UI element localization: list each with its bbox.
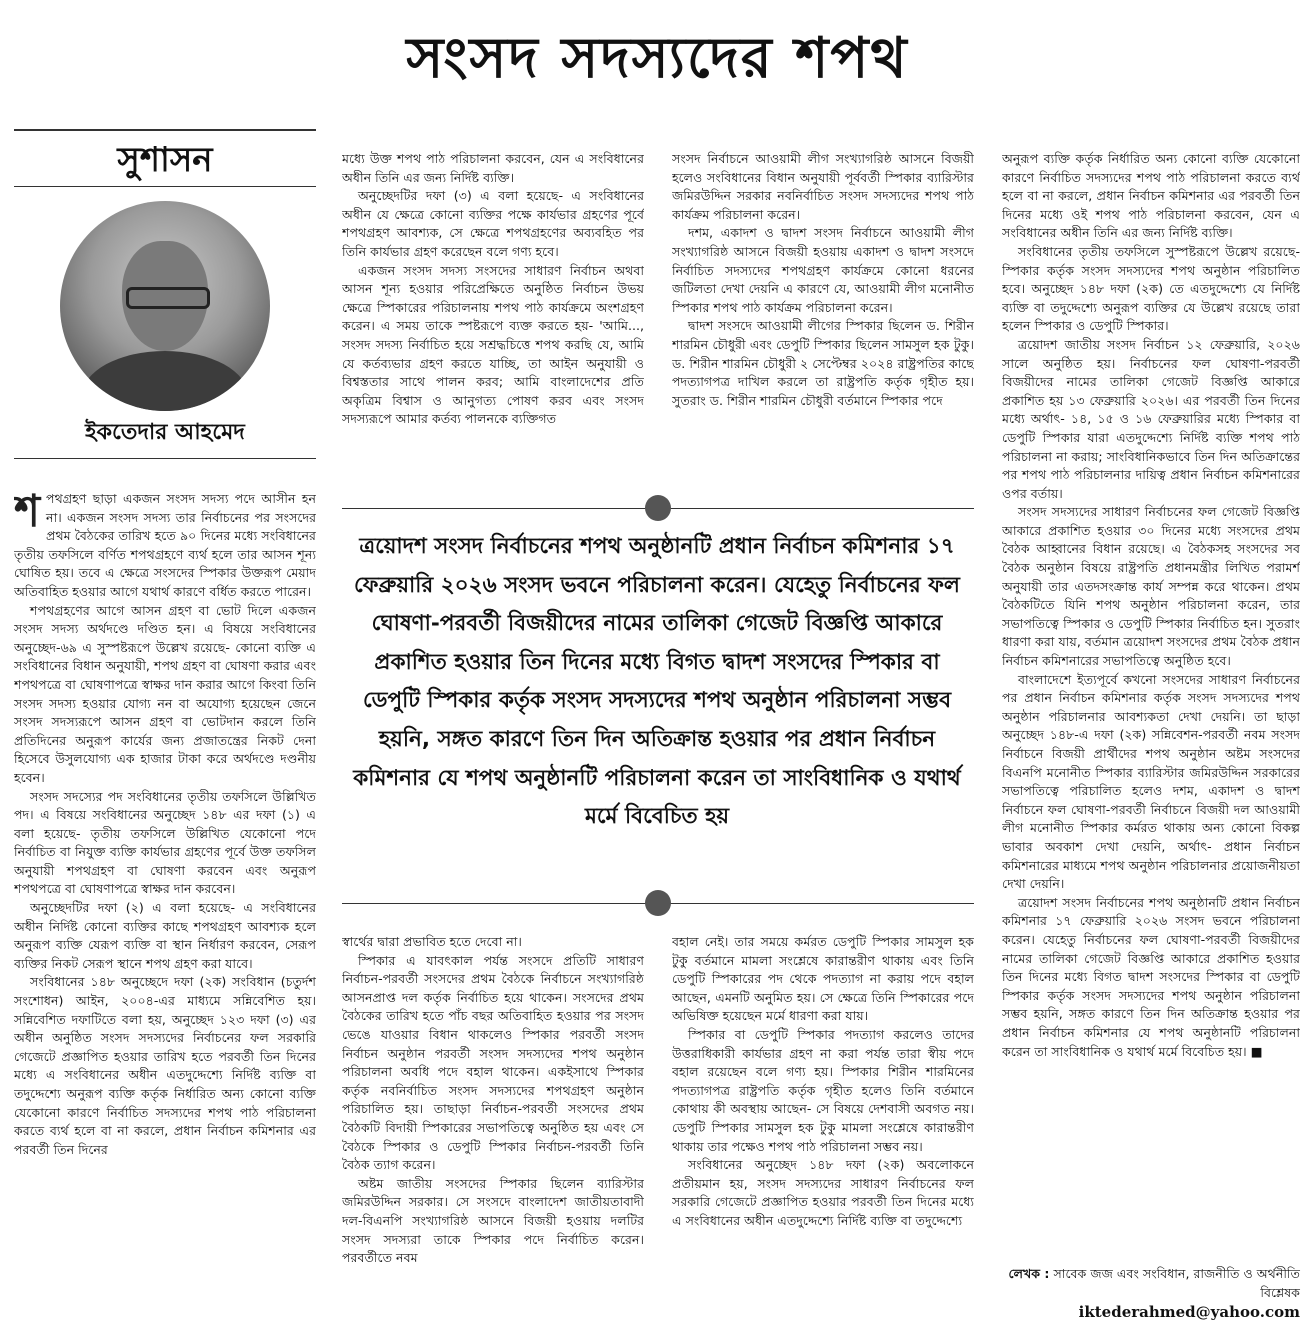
section-title: সুশাসন (117, 140, 213, 180)
left-top-rule (14, 129, 316, 131)
col1-paragraph: সংবিধানের ১৪৮ অনুচ্ছেদে দফা (২ক) সংবিধান (চতুর্দশ সংশোধন) আইন, ২০০৪-এর মাধ্যমে সন্নিবেশিত হয়। সন্নিবেশিত দফাটিতে বলা হয়, অনুচ্ছেদ ১২৩ দফা (৩) এর অধীন অনুষ্ঠিত সংসদ সদস্যদের নির্বাচনের ফল সরকারি গেজেটে প্রজ্ঞাপিত হওয়ার তারিখ হতে পরবর্তী তিন দিনের মধ্যে এ সংবিধানের অধীন এতদুদ্দেশ্যে নির্দিষ্ট ব্যক্তি বা তদুদ্দেশ্যে অনুরূপ ব্যক্তি কর্তৃক নির্ধারিত অন্য কোনো ব্যক্তি যেকোনো কারণে নির্বাচিত সদস্যদের শপথ পাঠ পরিচালনা করতে ব্যর্থ হলে বা না করলে, প্রধান নির্বাচন কমিশনার এর পরবর্তী তিন দিনের (14, 974, 316, 1157)
column-4 (1002, 150, 1300, 1260)
left-author-rule (14, 458, 316, 459)
column-2-bottom (342, 933, 644, 1335)
col1-paragraph: অনুচ্ছেদটির দফা (২) এ বলা হয়েছে- এ সংবিধানের অধীন নির্দিষ্ট কোনো ব্যক্তির কাছে শপথগ্রহণ আবশ্যক হলে অনুরূপ ব্যক্তি যেরূপ ব্যক্তি বা স্থান নির্ধারণ করবেন, সেরূপ ব্যক্তির নিকট সেরূপ স্থানে শপথ গ্রহণ করা যাবে। (14, 900, 316, 971)
col2-paragraph: মধ্যে উক্ত শপথ পাঠ পরিচালনা করবেন, যেন এ সংবিধানের অধীন তিনি এর জন্য নির্দিষ্ট ব্যক্তি। (342, 151, 644, 185)
credit-text: সাবেক জজ এবং সংবিধান, রাজনীতি ও অর্থনীতি বিশ্লেষক (1053, 1266, 1300, 1300)
col4-paragraph: বাংলাদেশে ইত্যপূর্বে কখনো সংসদের সাধারণ নির্বাচনের পর প্রধান নির্বাচন কমিশনার কর্তৃক সংসদ সদস্যদের শপথ অনুষ্ঠান পরিচালনার আবশ্যকতা দেখা দেয়নি। তা ছাড়া অনুচ্ছেদ ১৪৮-এ দফা (২ক) সন্নিবেশন-পরবর্তী নবম সংসদ নির্বাচনে বিজয়ী প্রার্থীদের শপথ অনুষ্ঠান অষ্টম সংসদের বিএনপি মনোনীত স্পিকার ব্যারিস্টার জমিরউদ্দিন সরকারের সভাপতিত্বে পরিচালিত হলেও দশম, একাদশ ও দ্বাদশ নির্বাচনে ফল ঘোষণা-পরবর্তী নির্বাচনে বিজয়ী দল আওয়ামী লীগ মনোনীত স্পিকার কর্মরত থাকায় অন্য কোনো বিকল্প ভাবার অবকাশ দেখা দেয়নি, অর্থাৎ- প্রধান নির্বাচন কমিশনারের মাধ্যমে শপথ অনুষ্ঠান পরিচালনার প্রয়োজনীয়তা দেখা দেয়নি। (1002, 671, 1300, 892)
author-credit (1002, 1265, 1300, 1302)
col3-paragraph: সংসদ নির্বাচনে আওয়ামী লীগ সংখ্যাগরিষ্ঠ আসনে বিজয়ী হলেও সংবিধানের বিধান অনুযায়ী পূর্ববর্তী স্পিকার ব্যারিস্টার জমিরউদ্দিন সরকার নবনির্বাচিত সংসদ সদস্যদের শপথ পাঠ কার্যক্রম পরিচালনা করেন। (672, 151, 974, 222)
col3-paragraph: বহাল নেই। তার সময়ে কর্মরত ডেপুটি স্পিকার সামসুল হক টুকু বর্তমানে মামলা সংশ্লেষে কারান্তরীণ থাকায় এবং তিনি ডেপুটি স্পিকারের পদ থেকে পদত্যাগ না করায় পদে বহাল আছেন, এমনটি অনুমিত হয়। সে ক্ষেত্রে তিনি স্পিকারের পদে অভিষিক্ত হয়েছেন মর্মে ধারণা করা যায়। (672, 934, 974, 1024)
column-3-bottom (672, 933, 974, 1335)
col3-paragraph: সংবিধানের অনুচ্ছেদ ১৪৮ দফা (২ক) অবলোকনে প্রতীয়মান হয়, সংসদ সদস্যদের সাধারণ নির্বাচনের ফল সরকারি গেজেটে প্রজ্ঞাপিত হওয়ার পরবর্তী তিন দিনের মধ্যে এ সংবিধানের অধীন এতদুদ্দেশ্যে নির্দিষ্ট ব্যক্তি বা তদুদ্দেশ্যে (672, 1157, 974, 1228)
col4-paragraph: সংবিধানের তৃতীয় তফসিলে সুস্পষ্টরূপে উল্লেখ রয়েছে- স্পিকার কর্তৃক সংসদ সদস্যদের শপথ অনুষ্ঠান পরিচালিত হবে। অনুচ্ছেদ ১৪৮ দফা (২ক) তে এতদুদ্দেশ্যে যে নির্দিষ্ট ব্যক্তি বা তদুদ্দেশ্যে অনুরূপ ব্যক্তির যে উল্লেখ রয়েছে তারা হলেন স্পিকার ও ডেপুটি স্পিকার। (1002, 243, 1300, 334)
headline: সংসদ সদস্যদের শপথ (406, 25, 909, 91)
col3-paragraph: দশম, একাদশ ও দ্বাদশ সংসদ নির্বাচনে আওয়ামী লীগ সংখ্যাগরিষ্ঠ আসনে বিজয়ী হওয়ায় একাদশ ও দ্বাদশ সংসদে নির্বাচিত সদস্যদের শপথগ্রহণ কার্যক্রমে কোনো ধরনের জটিলতা দেখা দেয়নি এ কারণে যে, আওয়ামী লীগ মনোনীত স্পিকার শপথ পাঠ কার্যক্রম পরিচালনা করেন। (672, 225, 974, 315)
column-1 (14, 490, 316, 1335)
col4-paragraph: ত্রয়োদশ জাতীয় সংসদ নির্বাচন ১২ ফেব্রুয়ারি, ২০২৬ সালে অনুষ্ঠিত হয়। নির্বাচনের ফল ঘোষণা-পরবর্তী বিজয়ীদের নামের তালিকা গেজেট বিজ্ঞপ্তি আকারে প্রকাশিত হয় ১৩ ফেব্রুয়ারি ২০২৬। এর পরবর্তী তিন দিনের মধ্যে অর্থাৎ- ১৪, ১৫ ও ১৬ ফেব্রুয়ারির মধ্যে স্পিকার বা ডেপুটি স্পিকার যারা এতদুদ্দেশ্যে নির্দিষ্ট ব্যক্তি শপথ পাঠ পরিচালনা না করায়; সাংবিধানিকভাবে তিন দিন অতিক্রান্তের পর শপথ পাঠ পরিচালনার দায়িত্ব প্রধান নির্বাচন কমিশনারের ওপর বর্তায়। (1002, 336, 1300, 501)
col1-paragraph: শপথগ্রহণের আগে আসন গ্রহণ বা ভোট দিলে একজন সংসদ সদস্য অর্থদণ্ডে দণ্ডিত হন। এ বিষয়ে সংবিধানের অনুচ্ছেদ-৬৯ এ সুস্পষ্টরূপে উল্লেখ রয়েছে- কোনো ব্যক্তি এ সংবিধানের বিধান অনুযায়ী, শপথ গ্রহণ বা ঘোষণা করার এবং শপথপত্রে বা ঘোষণাপত্রে স্বাক্ষর দান করার আগে কিংবা তিনি সংসদ সদস্য হওয়ার যোগ্য নন বা অযোগ্য হয়েছেন জেনে সংসদ সদস্যরূপে আসন গ্রহণ বা ভোটদান করলে তিনি প্রতিদিনের অনুরূপ কার্যের জন্য প্রজাতন্ত্রের নিকট দেনা হিসেবে উসুলযোগ্য এক হাজার টাকা করে অর্থদণ্ডে দণ্ডনীয় হবেন। (14, 602, 316, 785)
author-email[interactable]: iktederahmed@yahoo.com (1078, 1303, 1300, 1321)
dropcap: শ (14, 490, 41, 537)
left-section-rule (14, 186, 316, 187)
col2-paragraph: অষ্টম জাতীয় সংসদের স্পিকার ছিলেন ব্যারিস্টার জমিরউদ্দিন সরকার। সে সংসদে বাংলাদেশ জাতীয়তাবাদী দল-বিএনপি সংখ্যাগরিষ্ঠ আসনে বিজয়ী হওয়ায় দলটির সংসদ সদস্যরা তাকে স্পিকার পদে নির্বাচিত করেন। পরবর্তীতে নবম (342, 1175, 644, 1266)
column-3-top (672, 150, 974, 475)
col2-paragraph: স্বার্থের দ্বারা প্রভাবিত হতে দেবো না। (342, 934, 522, 949)
author-photo (60, 201, 270, 411)
column-2-top (342, 150, 644, 475)
pullquote-top-dot (645, 495, 671, 521)
col2-paragraph: স্পিকার এ যাবৎকাল পর্যন্ত সংসদে প্রতিটি সাধারণ নির্বাচন-পরবর্তী সংসদের প্রথম বৈঠকে নির্বাচনে সংখ্যাগরিষ্ঠ আসনপ্রাপ্ত দল কর্তৃক নির্বাচিত হয়ে থাকেন। সংসদের প্রথম বৈঠকের তারিখ হতে পাঁচ বছর অতিবাহিত হওয়ার পর সংসদ ভেঙে যাওয়ার বিধান থাকলেও স্পিকার পরবর্তী সংসদ নির্বাচন অনুষ্ঠান পরবর্তী সংসদ সদস্যদের শপথ অনুষ্ঠান পরিচালনা অবধি পদে বহাল থাকেন। একইসাথে স্পিকার কর্তৃক নবনির্বাচিত সংসদ সদস্যদের শপথগ্রহণ অনুষ্ঠান পরিচালিত হয়। তাছাড়া নির্বাচন-পরবর্তী সংসদের প্রথম বৈঠকটি বিদায়ী স্পিকারের সভাপতিত্বে অনুষ্ঠিত হয় এবং সে বৈঠকে স্পিকার ও ডেপুটি স্পিকার নির্বাচন-পরবর্তী তিনি বৈঠক ত্যাগ করেন। (342, 952, 644, 1173)
col4-paragraph: অনুরূপ ব্যক্তি কর্তৃক নির্ধারিত অন্য কোনো ব্যক্তি যেকোনো কারণে নির্বাচিত সদস্যদের শপথ পাঠ পরিচালনা করতে ব্যর্থ হলে বা না করলে, প্রধান নির্বাচন কমিশনার এর পরবর্তী তিন দিনের মধ্যে ওই শপথ পাঠ পরিচালনা করবেন, যেন এ সংবিধানের অধীন তিনি এর জন্য নির্দিষ্ট ব্যক্তি। (1002, 151, 1300, 241)
col1-paragraph: শপথগ্রহণ ছাড়া একজন সংসদ সদস্য পদে আসীন হন না। একজন সংসদ সদস্য তার নির্বাচনের পর সংসদের প্রথম বৈঠকের তারিখ হতে ৯০ দিনের মধ্যে সংবিধানের তৃতীয় তফসিলে বর্ণিত শপথগ্রহণে ব্যর্থ হলে তার আসন শূন্য ঘোষিত হয়। তবে এ ক্ষেত্রে সংসদের স্পিকার উক্তরূপ মেয়াদ অতিবাহিত হওয়ার আগে যথার্থ কারণে বর্ধিত করতে পারেন। (14, 490, 316, 599)
col3-paragraph: দ্বাদশ সংসদে আওয়ামী লীগের স্পিকার ছিলেন ড. শিরীন শারমিন চৌধুরী এবং ডেপুটি স্পিকার ছিলেন সামসুল হক টুকু। ড. শিরীন শারমিন চৌধুরী ২ সেপ্টেম্বর ২০২৪ রাষ্ট্রপতির কাছে পদত্যাগপত্র দাখিল করলে তা রাষ্ট্রপতি কর্তৃক গৃহীত হয়। সুতরাং ড. শিরীন শারমিন চৌধুরী বর্তমানে স্পিকার পদে (672, 318, 974, 408)
col3-paragraph: স্পিকার বা ডেপুটি স্পিকার পদত্যাগ করলেও তাদের উত্তরাধিকারী কার্যভার গ্রহণ না করা পর্যন্ত তারা স্বীয় পদে বহাল রয়েছেন বলে গণ্য হয়। স্পিকার শিরীন শারমিনের পদত্যাগপত্র রাষ্ট্রপতি কর্তৃক গৃহীত হলেও তিনি বর্তমানে কোথায় কী অবস্থায় আছেন- সে বিষয়ে দেশবাসী অবগত নয়। ডেপুটি স্পিকার সামসুল হক টুকু মামলা সংশ্লেষে কারান্তরীণ থাকায় তার পক্ষেও শপথ পাঠ পরিচালনা সম্ভব নয়। (672, 1026, 974, 1154)
col1-paragraph: সংসদ সদস্যের পদ সংবিধানের তৃতীয় তফসিলে উল্লিখিত পদ। এ বিষয়ে সংবিধানের অনুচ্ছেদ ১৪৮ এর দফা (১) এ বলা হয়েছে- তৃতীয় তফসিলে উল্লিখিত যেকোনো পদে নির্বাচিত বা নিযুক্ত ব্যক্তি কার্যভার গ্রহণের পূর্বে উক্ত তফসিল অনুযায়ী শপথগ্রহণ বা ঘোষণা করবেন এবং অনুরূপ শপথপত্রে বা ঘোষণাপত্রে স্বাক্ষর দান করবেন। (14, 788, 316, 897)
pullquote: ত্রয়োদশ সংসদ নির্বাচনের শপথ অনুষ্ঠানটি প্রধান নির্বাচন কমিশনার ১৭ ফেব্রুয়ারি ২০২৬ সংসদ ভবনে পরিচালনা করেন। যেহেতু নির্বাচনের ফল ঘোষণা-পরবর্তী বিজয়ীদের নামের তালিকা গেজেট বিজ্ঞপ্তি আকারে প্রকাশিত হওয়ার তিন দিনের মধ্যে বিগত দ্বাদশ সংসদের স্পিকার বা ডেপুটি স্পিকার কর্তৃক সংসদ সদস্যদের শপথ অনুষ্ঠান পরিচালনা সম্ভব হয়নি, সঙ্গত কারণে তিন দিন অতিক্রান্ত হওয়ার পর প্রধান নির্বাচন কমিশনার যে শপথ অনুষ্ঠানটি পরিচালনা করেন তা সাংবিধানিক ও যথার্থ মর্মে বিবেচিত হয় (353, 534, 961, 830)
author-name: ইকতেদার আহমেদ (85, 419, 245, 445)
col4-paragraph: সংসদ সদস্যদের সাধারণ নির্বাচনের ফল গেজেট বিজ্ঞপ্তি আকারে প্রকাশিত হওয়ার ৩০ দিনের মধ্যে সংসদের প্রথম বৈঠক আহ্বানের বিধান রয়েছে। এ বৈঠকসহ সংসদের সব বৈঠক অনুষ্ঠান বিষয়ে রাষ্ট্রপতি প্রধানমন্ত্রীর লিখিত পরামর্শ অনুযায়ী তার এতদসংক্রান্ত কার্য সম্পন্ন করে থাকেন। প্রথম বৈঠকটিতে যিনি শপথ অনুষ্ঠান পরিচালনা করেন, তার সভাপতিত্বে স্পিকার ও ডেপুটি স্পিকার নির্বাচিত হন। সুতরাং ধারণা করা যায়, বর্তমান ত্রয়োদশ সংসদের প্রথম বৈঠক প্রধান নির্বাচন কমিশনারের সভাপতিত্বে অনুষ্ঠিত হবে। (1002, 504, 1300, 669)
col4-paragraph: ত্রয়োদশ সংসদ নির্বাচনের শপথ অনুষ্ঠানটি প্রধান নির্বাচন কমিশনার ১৭ ফেব্রুয়ারি ২০২৬ সংসদ ভবনে পরিচালনা করেন। যেহেতু নির্বাচনের ফল ঘোষণা-পরবর্তী বিজয়ীদের নামের তালিকা গেজেট বিজ্ঞপ্তি আকারে প্রকাশিত হওয়ার তিন দিনের মধ্যে বিগত দ্বাদশ সংসদের স্পিকার বা ডেপুটি স্পিকার কর্তৃক সংসদ সদস্যদের শপথ অনুষ্ঠান পরিচালনা সম্ভব হয়নি, সঙ্গত কারণে তিন দিন অতিক্রান্ত হওয়ার পর প্রধান নির্বাচন কমিশনার যে শপথ অনুষ্ঠানটি পরিচালনা করেন তা সাংবিধানিক ও যথার্থ মর্মে বিবেচিত হয়। ■ (1002, 894, 1300, 1059)
col2-paragraph: একজন সংসদ সদস্য সংসদের সাধারণ নির্বাচন অথবা আসন শূন্য হওয়ার পরিপ্রেক্ষিতে অনুষ্ঠিত নির্বাচন উভয় ক্ষেত্রে স্পিকারের পরিচালনায় শপথ পাঠ কার্যক্রমে অংশগ্রহণ করেন। এ সময় তাকে স্পষ্টরূপে ব্যক্ত করতে হয়- 'আমি..., সংসদ সদস্য নির্বাচিত হয়ে সশ্রদ্ধচিত্তে শপথ করছি যে, আমি যে কর্তব্যভার গ্রহণ করতে যাচ্ছি, তা আইন অনুযায়ী ও বিশ্বস্ততার সাথে পালন করব; আমি বাংলাদেশের প্রতি অকৃত্রিম বিশ্বাস ও আনুগত্য পোষণ করব এবং সংসদ সদস্যরূপে আমার কর্তব্য পালনকে ব্যক্তিগত (342, 262, 644, 427)
credit-label: লেখক : (1008, 1266, 1050, 1281)
pullquote-bottom-dot (645, 890, 671, 916)
col2-paragraph: অনুচ্ছেদটির দফা (৩) এ বলা হয়েছে- এ সংবিধানের অধীন যে ক্ষেত্রে কোনো ব্যক্তির পক্ষে কার্যভার গ্রহণের পূর্বে শপথগ্রহণ আবশ্যক, সে ক্ষেত্রে শপথগ্রহণের অব্যবহিত পর তিনি কার্যভার গ্রহণ করেছেন বলে গণ্য হবে। (342, 188, 644, 259)
